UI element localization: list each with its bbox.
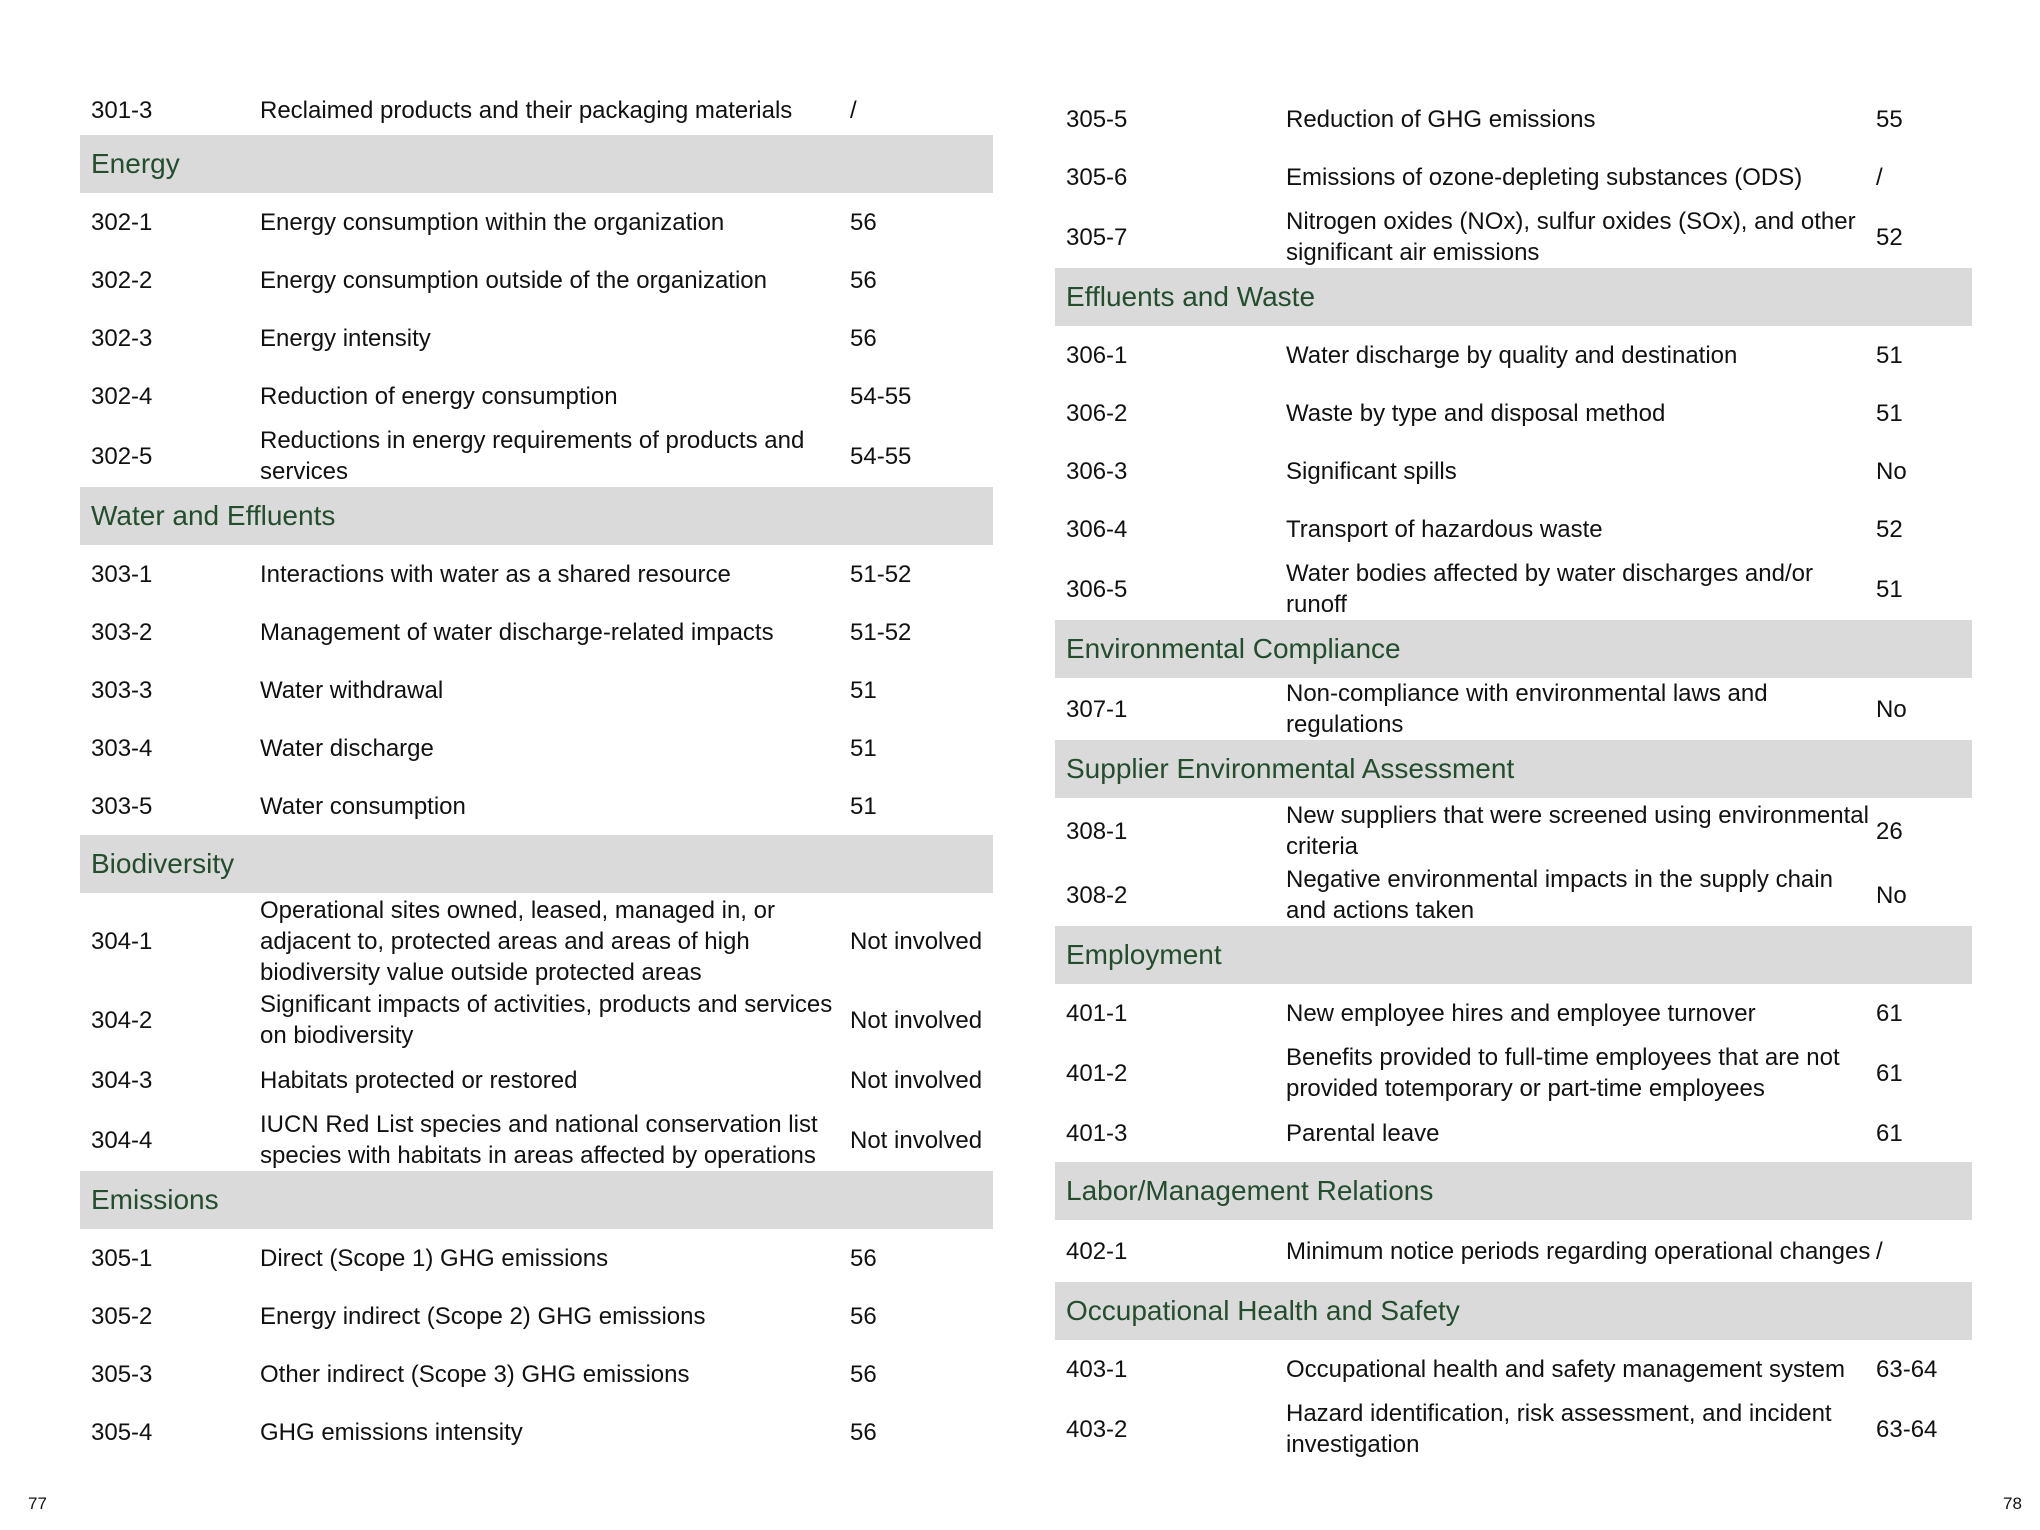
index-row	[1055, 90, 1972, 148]
disclosure-code: 305-2	[91, 1302, 153, 1330]
page-reference: 56	[850, 1244, 877, 1272]
disclosure-title: Energy intensity	[260, 324, 431, 352]
disclosure-code: 303-3	[91, 676, 153, 704]
index-row	[1055, 206, 1972, 268]
disclosure-title: Reduction of energy consumption	[260, 382, 618, 410]
index-row	[80, 719, 993, 777]
page-reference: 26	[1876, 817, 1903, 845]
page-reference: 51	[1876, 399, 1903, 427]
page-reference: Not involved	[850, 1006, 983, 1034]
disclosure-code: 306-3	[1066, 457, 1128, 485]
disclosure-code: 307-1	[1066, 695, 1128, 723]
disclosure-code: 305-5	[1066, 105, 1128, 133]
index-row	[80, 989, 993, 1051]
page-reference: 56	[850, 1360, 877, 1388]
index-row	[1055, 864, 1972, 926]
disclosure-code: 308-1	[1066, 817, 1128, 845]
page-number-right: 78	[2003, 1494, 2022, 1513]
disclosure-code: 302-1	[91, 208, 153, 236]
page-reference: /	[1876, 163, 1883, 191]
page-reference: /	[850, 96, 857, 124]
index-row	[80, 1051, 993, 1109]
disclosure-title: Water bodies affected by water discharges and/or runoff	[1286, 560, 1813, 618]
page-reference: Not involved	[850, 927, 983, 955]
index-row	[80, 545, 993, 603]
disclosure-title: Parental leave	[1286, 1119, 1440, 1147]
disclosure-code: 304-1	[91, 927, 153, 955]
page-reference: 61	[1876, 1059, 1903, 1087]
page-reference: 52	[1876, 515, 1903, 543]
index-row	[80, 893, 993, 989]
index-row	[80, 251, 993, 309]
disclosure-code: 401-2	[1066, 1059, 1128, 1087]
page-reference: 51	[850, 792, 877, 820]
page-reference: No	[1876, 695, 1907, 723]
index-row	[80, 661, 993, 719]
disclosure-title: Energy consumption outside of the organization	[260, 266, 767, 294]
disclosure-title: Other indirect (Scope 3) GHG emissions	[260, 1360, 690, 1388]
page-reference: 51-52	[850, 618, 912, 646]
disclosure-title: Waste by type and disposal method	[1286, 399, 1666, 427]
page-reference: 51	[1876, 341, 1903, 369]
page-reference: 51	[1876, 575, 1903, 603]
page-reference: 52	[1876, 223, 1903, 251]
page-reference: 54-55	[850, 442, 912, 470]
disclosure-title: Hazard identification, risk assessment, and incident investigation	[1286, 1400, 1832, 1458]
index-row	[1055, 1220, 1972, 1282]
disclosure-code: 303-2	[91, 618, 153, 646]
index-row	[80, 85, 993, 135]
section-header: Biodiversity	[80, 835, 993, 893]
disclosure-title: Significant spills	[1286, 457, 1457, 485]
index-row	[80, 425, 993, 487]
disclosure-title: Water withdrawal	[260, 676, 444, 704]
index-row	[80, 1229, 993, 1287]
disclosure-code: 308-2	[1066, 881, 1128, 909]
index-row	[80, 1109, 993, 1171]
disclosure-code: 304-4	[91, 1126, 153, 1154]
disclosure-code: 303-1	[91, 560, 153, 588]
index-row	[80, 603, 993, 661]
disclosure-title: Emissions of ozone-depleting substances (ODS)	[1286, 163, 1803, 191]
section-header: Effluents and Waste	[1055, 268, 1972, 326]
disclosure-code: 401-1	[1066, 999, 1128, 1027]
page-reference: 63-64	[1876, 1415, 1938, 1443]
disclosure-code: 304-2	[91, 1006, 153, 1034]
disclosure-title: Water discharge	[260, 734, 434, 762]
disclosure-title: Occupational health and safety management system	[1286, 1355, 1845, 1383]
index-row	[80, 309, 993, 367]
index-row	[1055, 678, 1972, 740]
disclosure-title: Interactions with water as a shared resource	[260, 560, 731, 588]
disclosure-code: 302-4	[91, 382, 153, 410]
page-reference: 56	[850, 266, 877, 294]
disclosure-title: Benefits provided to full-time employees that are not provided totemporary or part-time employees	[1286, 1044, 1840, 1102]
page-reference: 56	[850, 324, 877, 352]
disclosure-title: IUCN Red List species and national conservation list species with habitats in areas affected by operations	[260, 1111, 818, 1169]
section-header: Employment	[1055, 926, 1972, 984]
index-row	[1055, 798, 1972, 864]
page-reference: 56	[850, 208, 877, 236]
index-row	[1055, 1042, 1972, 1104]
disclosure-title: Nitrogen oxides (NOx), sulfur oxides (SOx), and other significant air emissions	[1286, 208, 1856, 266]
disclosure-code: 306-1	[1066, 341, 1128, 369]
disclosure-title: New employee hires and employee turnover	[1286, 999, 1756, 1027]
disclosure-code: 403-2	[1066, 1415, 1128, 1443]
page-reference: 55	[1876, 105, 1903, 133]
disclosure-code: 304-3	[91, 1066, 153, 1094]
index-row	[1055, 984, 1972, 1042]
disclosure-title: Transport of hazardous waste	[1286, 515, 1603, 543]
disclosure-title: Operational sites owned, leased, managed in, or adjacent to, protected areas and areas of high biodiversity value outside protected areas	[260, 896, 775, 986]
disclosure-title: Non-compliance with environmental laws and regulations	[1286, 680, 1768, 738]
disclosure-code: 305-3	[91, 1360, 153, 1388]
disclosure-code: 306-5	[1066, 575, 1128, 603]
page-reference: No	[1876, 457, 1907, 485]
index-row	[1055, 148, 1972, 206]
page-reference: 61	[1876, 1119, 1903, 1147]
index-row	[80, 1345, 993, 1403]
page-reference: 56	[850, 1418, 877, 1446]
disclosure-title: Water consumption	[260, 792, 466, 820]
index-row	[1055, 558, 1972, 620]
disclosure-code: 303-5	[91, 792, 153, 820]
index-row	[1055, 500, 1972, 558]
index-row	[1055, 384, 1972, 442]
index-row	[80, 1287, 993, 1345]
disclosure-code: 302-2	[91, 266, 153, 294]
page-reference: 63-64	[1876, 1355, 1938, 1383]
right-gri-index-table	[1055, 90, 1972, 1460]
disclosure-code: 401-3	[1066, 1119, 1128, 1147]
disclosure-title: Direct (Scope 1) GHG emissions	[260, 1244, 609, 1272]
index-row	[1055, 1398, 1972, 1460]
disclosure-code: 305-4	[91, 1418, 153, 1446]
disclosure-title: Significant impacts of activities, products and services on biodiversity	[260, 991, 833, 1049]
disclosure-title: Negative environmental impacts in the supply chain and actions taken	[1286, 866, 1833, 924]
page-reference: 51	[850, 734, 877, 762]
left-gri-index-table	[80, 85, 993, 1461]
disclosure-title: Minimum notice periods regarding operational changes	[1286, 1237, 1871, 1265]
index-row	[1055, 442, 1972, 500]
disclosure-code: 303-4	[91, 734, 153, 762]
disclosure-title: Management of water discharge-related impacts	[260, 618, 774, 646]
page-reference: 51	[850, 676, 877, 704]
page-reference: 51-52	[850, 560, 912, 588]
index-row	[80, 777, 993, 835]
disclosure-code: 302-3	[91, 324, 153, 352]
section-header: Water and Effluents	[80, 487, 993, 545]
disclosure-code: 305-7	[1066, 223, 1128, 251]
index-row	[1055, 326, 1972, 384]
section-header: Energy	[80, 135, 993, 193]
disclosure-code: 306-2	[1066, 399, 1128, 427]
section-header: Emissions	[80, 1171, 993, 1229]
page-reference: 61	[1876, 999, 1903, 1027]
section-header: Environmental Compliance	[1055, 620, 1972, 678]
page-number-left: 77	[28, 1494, 47, 1513]
disclosure-title: Energy consumption within the organization	[260, 208, 725, 236]
disclosure-title: Reduction of GHG emissions	[1286, 105, 1596, 133]
index-row	[1055, 1104, 1972, 1162]
page-reference: /	[1876, 1237, 1883, 1265]
index-row	[80, 1403, 993, 1461]
disclosure-code: 302-5	[91, 442, 153, 470]
disclosure-title: GHG emissions intensity	[260, 1418, 523, 1446]
disclosure-title: Reclaimed products and their packaging materials	[260, 96, 793, 124]
disclosure-code: 305-6	[1066, 163, 1128, 191]
section-header: Supplier Environmental Assessment	[1055, 740, 1972, 798]
section-header: Labor/Management Relations	[1055, 1162, 1972, 1220]
page-reference: Not involved	[850, 1066, 983, 1094]
disclosure-title: New suppliers that were screened using environmental criteria	[1286, 802, 1869, 860]
index-row	[80, 193, 993, 251]
disclosure-title: Reductions in energy requirements of products and services	[260, 427, 805, 485]
page-reference: Not involved	[850, 1126, 983, 1154]
disclosure-code: 402-1	[1066, 1237, 1128, 1265]
index-row	[1055, 1340, 1972, 1398]
disclosure-title: Water discharge by quality and destination	[1286, 341, 1738, 369]
index-row	[80, 367, 993, 425]
page-reference: No	[1876, 881, 1907, 909]
page-reference: 56	[850, 1302, 877, 1330]
page-reference: 54-55	[850, 382, 912, 410]
disclosure-title: Energy indirect (Scope 2) GHG emissions	[260, 1302, 706, 1330]
disclosure-code: 306-4	[1066, 515, 1128, 543]
disclosure-code: 305-1	[91, 1244, 153, 1272]
disclosure-title: Habitats protected or restored	[260, 1066, 578, 1094]
disclosure-code: 403-1	[1066, 1355, 1128, 1383]
section-header: Occupational Health and Safety	[1055, 1282, 1972, 1340]
disclosure-code: 301-3	[91, 96, 153, 124]
